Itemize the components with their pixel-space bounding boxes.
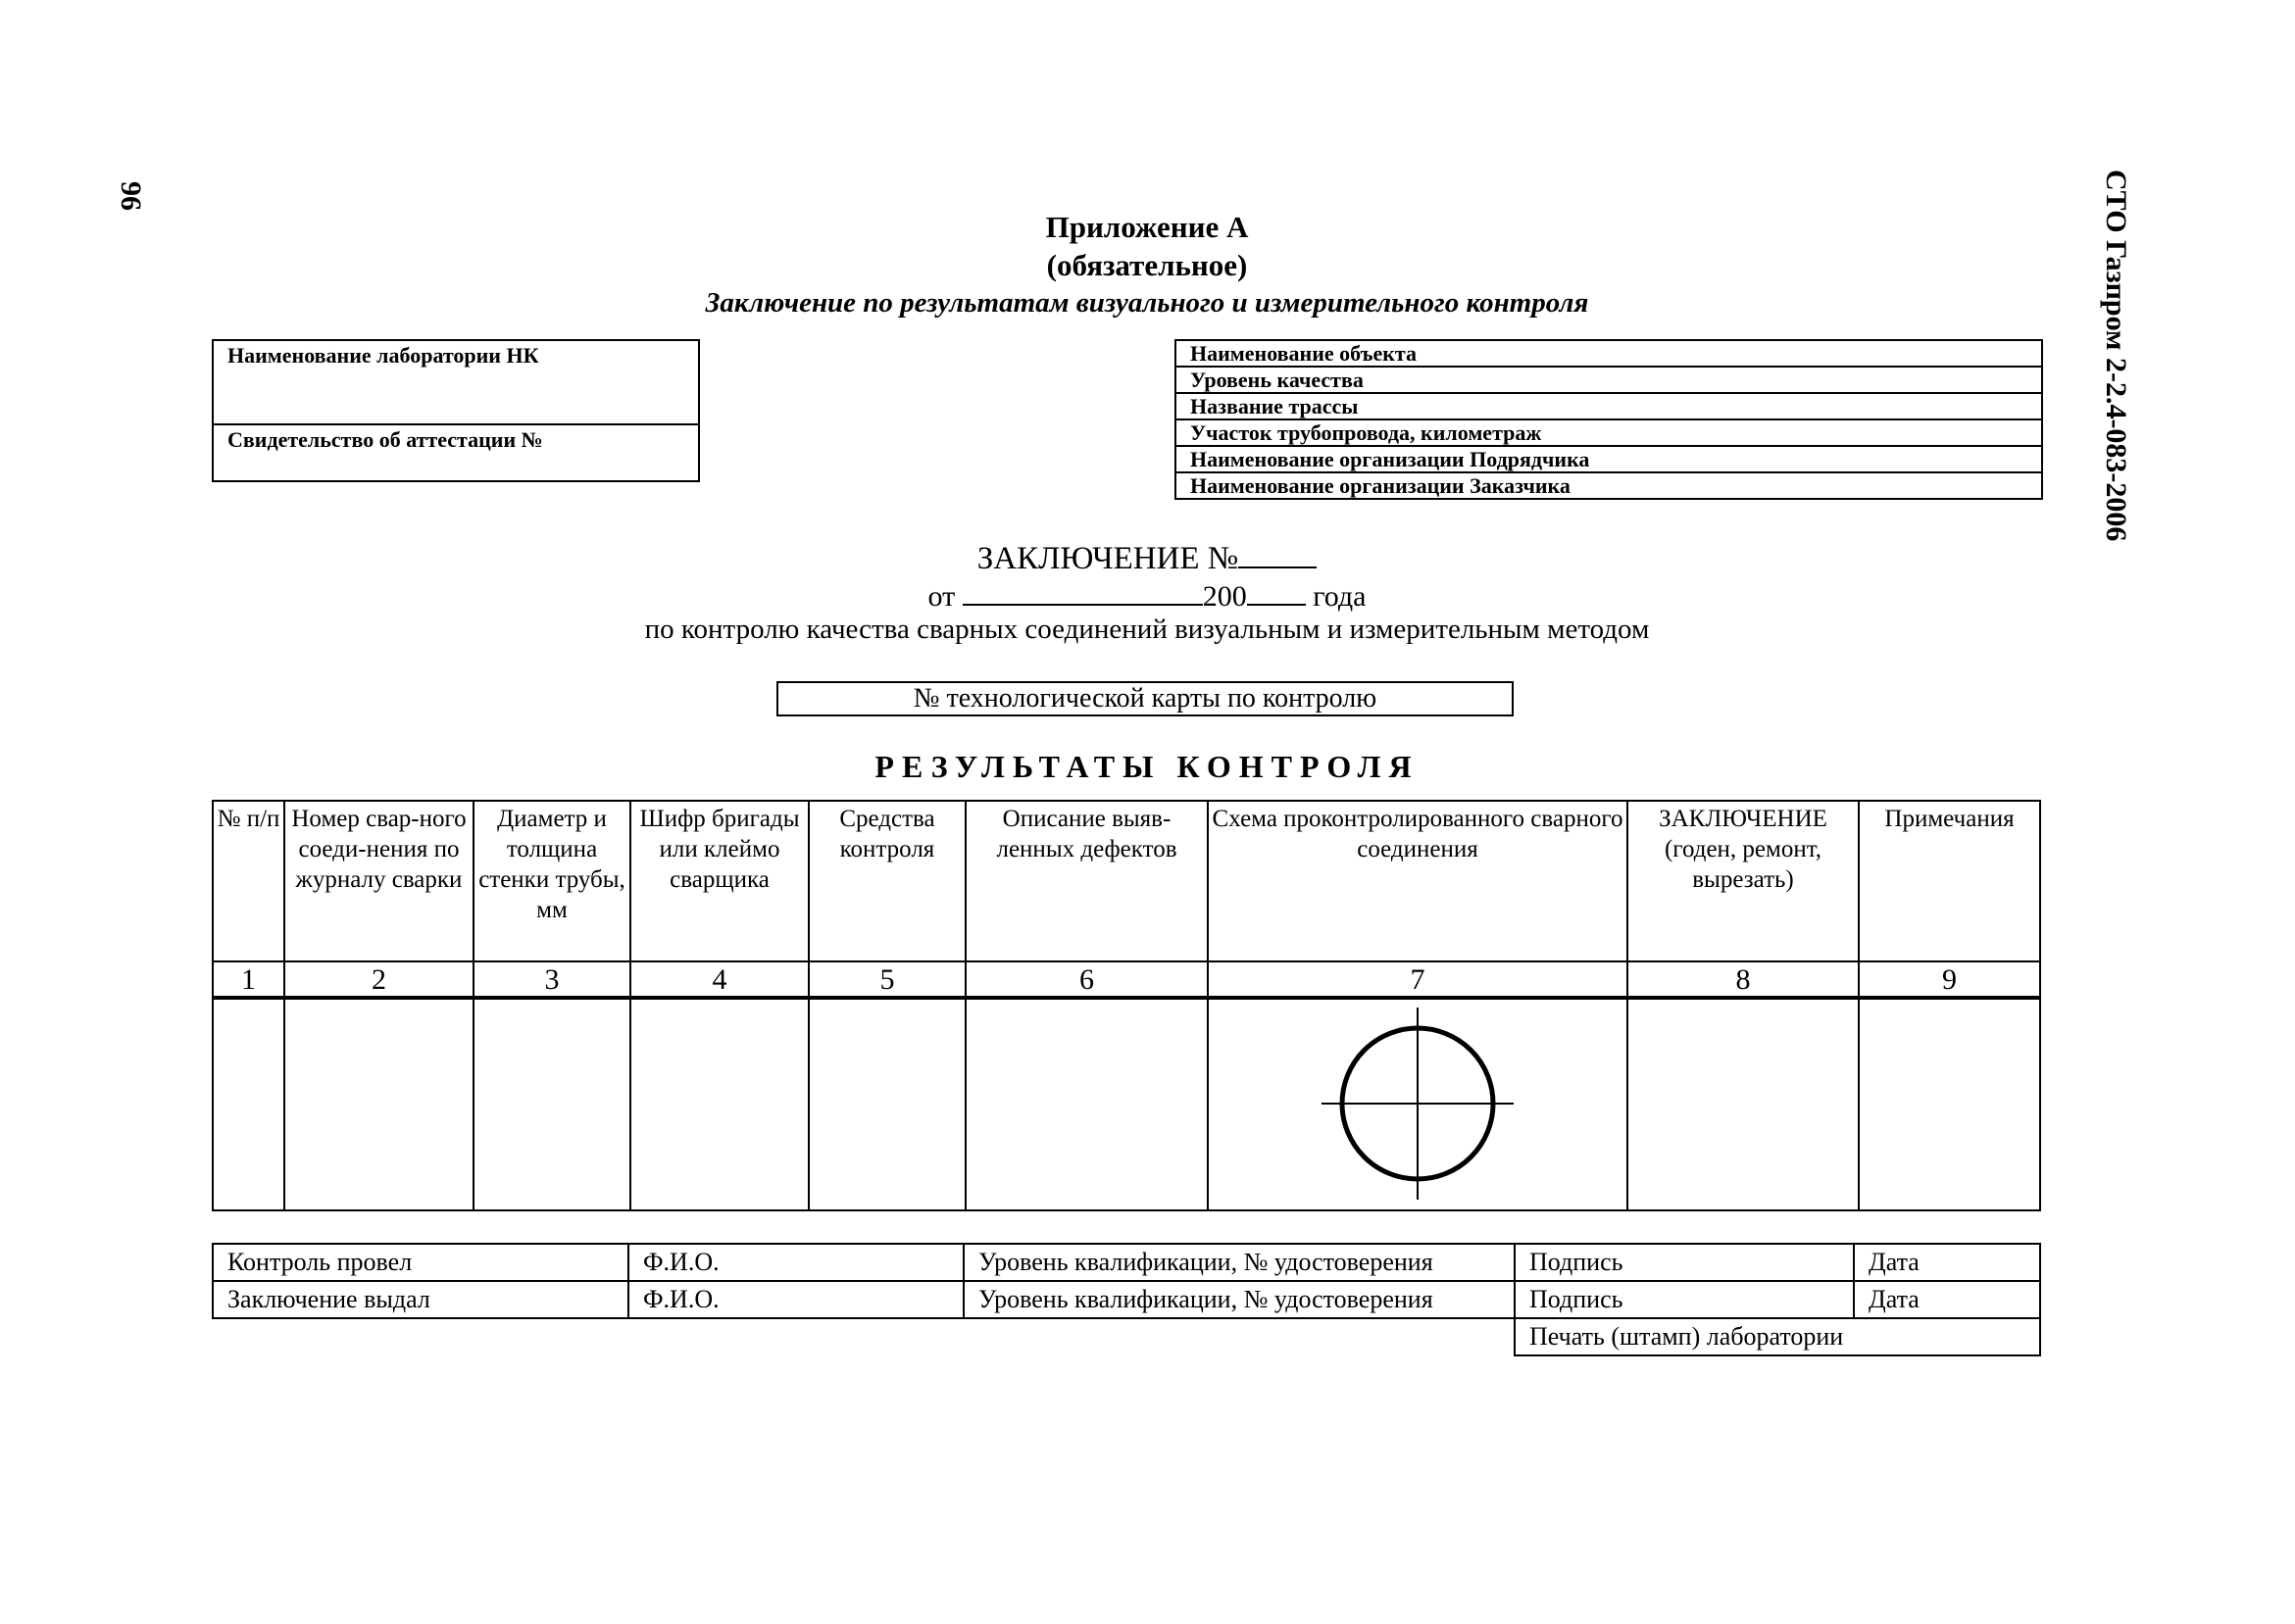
col-header-defects: Описание выяв-ленных дефектов xyxy=(966,801,1208,961)
signature-table xyxy=(212,1243,2041,1356)
object-info-box xyxy=(1174,339,2043,500)
stamp-spacer xyxy=(213,1318,628,1355)
col-header-scheme: Схема проконтролированного сварного соединения xyxy=(1208,801,1627,961)
date-suffix: года xyxy=(1313,580,1367,613)
inspector-role: Контроль провел xyxy=(213,1244,628,1281)
lab-stamp-field[interactable]: Печать (штамп) лаборатории xyxy=(1515,1318,2040,1355)
cell-conclusion[interactable] xyxy=(1627,998,1859,1210)
results-table xyxy=(212,800,2041,1211)
results-header-row xyxy=(213,801,2040,961)
col-header-diameter: Диаметр и толщина стенки трубы, мм xyxy=(474,801,630,961)
conclusion-title xyxy=(118,541,2176,577)
col-num-3: 3 xyxy=(474,961,630,998)
cell-diameter[interactable] xyxy=(474,998,630,1210)
col-num-6: 6 xyxy=(966,961,1208,998)
appendix-status: (обязательное) xyxy=(1046,248,1248,282)
results-data-row xyxy=(213,998,2040,1210)
standard-id: СТО Газпром 2-2.4-083-2006 xyxy=(2100,170,2132,542)
date-year-blank[interactable] xyxy=(1247,578,1306,606)
col-header-control-means: Средства контроля xyxy=(809,801,966,961)
conclusion-description: по контролю качества сварных соединений визуальным и измерительным методом xyxy=(644,614,1650,645)
signature-row-stamp xyxy=(213,1318,2040,1355)
results-heading: РЕЗУЛЬТАТЫ КОНТРОЛЯ xyxy=(874,749,1420,784)
date-year: 200 xyxy=(1202,580,1247,613)
cell-scheme[interactable] xyxy=(1208,998,1627,1210)
weld-joint-scheme-icon xyxy=(1320,1006,1516,1202)
conclusion-title-text: ЗАКЛЮЧЕНИЕ № xyxy=(976,541,1239,576)
conclusion-date xyxy=(118,578,2176,614)
col-header-joint-number: Номер свар-ного соеди-нения по журналу сварки xyxy=(284,801,474,961)
col-num-1: 1 xyxy=(213,961,284,998)
col-num-4: 4 xyxy=(630,961,809,998)
signature-row-inspector xyxy=(213,1244,2040,1281)
cell-index[interactable] xyxy=(213,998,284,1210)
signature-row-issuer xyxy=(213,1281,2040,1318)
col-num-8: 8 xyxy=(1627,961,1859,998)
issuer-date-field[interactable]: Дата xyxy=(1854,1281,2040,1318)
cell-defects[interactable] xyxy=(966,998,1208,1210)
col-num-2: 2 xyxy=(284,961,474,998)
appendix-title: Приложение А xyxy=(1045,210,1249,244)
col-header-welder-code: Шифр бригады или клеймо сварщика xyxy=(630,801,809,961)
appendix-description: Заключение по результатам визуального и измерительного контроля xyxy=(705,287,1589,319)
cell-welder-code[interactable] xyxy=(630,998,809,1210)
issuer-name-field[interactable]: Ф.И.О. xyxy=(628,1281,964,1318)
contractor-org-field[interactable]: Наименование организации Подрядчика xyxy=(1175,446,2042,472)
cell-joint-number[interactable] xyxy=(284,998,474,1210)
col-num-5: 5 xyxy=(809,961,966,998)
issuer-qualification-field[interactable]: Уровень квалификации, № удостоверения xyxy=(964,1281,1515,1318)
object-name-field[interactable]: Наименование объекта xyxy=(1175,340,2042,367)
col-header-notes: Примечания xyxy=(1859,801,2040,961)
page-number: 96 xyxy=(115,181,147,211)
stamp-spacer xyxy=(964,1318,1515,1355)
pipeline-section-field[interactable]: Участок трубопровода, километраж xyxy=(1175,419,2042,446)
stamp-spacer xyxy=(628,1318,964,1355)
cell-control-means[interactable] xyxy=(809,998,966,1210)
lab-cert-field[interactable]: Свидетельство об аттестации № xyxy=(213,424,699,481)
route-name-field[interactable]: Название трассы xyxy=(1175,393,2042,419)
inspector-date-field[interactable]: Дата xyxy=(1854,1244,2040,1281)
date-day-month-blank[interactable] xyxy=(963,578,1203,606)
customer-org-field[interactable]: Наименование организации Заказчика xyxy=(1175,472,2042,499)
issuer-signature-field[interactable]: Подпись xyxy=(1515,1281,1854,1318)
lab-info-box xyxy=(212,339,700,482)
date-prefix: от xyxy=(927,580,956,613)
inspector-qualification-field[interactable]: Уровень квалификации, № удостоверения xyxy=(964,1244,1515,1281)
lab-name-field[interactable]: Наименование лаборатории НК xyxy=(213,340,699,424)
col-header-conclusion: ЗАКЛЮЧЕНИЕ (годен, ремонт, вырезать) xyxy=(1627,801,1859,961)
results-number-row xyxy=(213,961,2040,998)
quality-level-field[interactable]: Уровень качества xyxy=(1175,367,2042,393)
inspector-name-field[interactable]: Ф.И.О. xyxy=(628,1244,964,1281)
inspector-signature-field[interactable]: Подпись xyxy=(1515,1244,1854,1281)
cell-notes[interactable] xyxy=(1859,998,2040,1210)
issuer-role: Заключение выдал xyxy=(213,1281,628,1318)
col-num-9: 9 xyxy=(1859,961,2040,998)
col-header-index: № п/п xyxy=(213,801,284,961)
col-num-7: 7 xyxy=(1208,961,1627,998)
conclusion-number-blank[interactable] xyxy=(1238,541,1317,568)
tech-card-field[interactable]: № технологической карты по контролю xyxy=(776,681,1514,716)
